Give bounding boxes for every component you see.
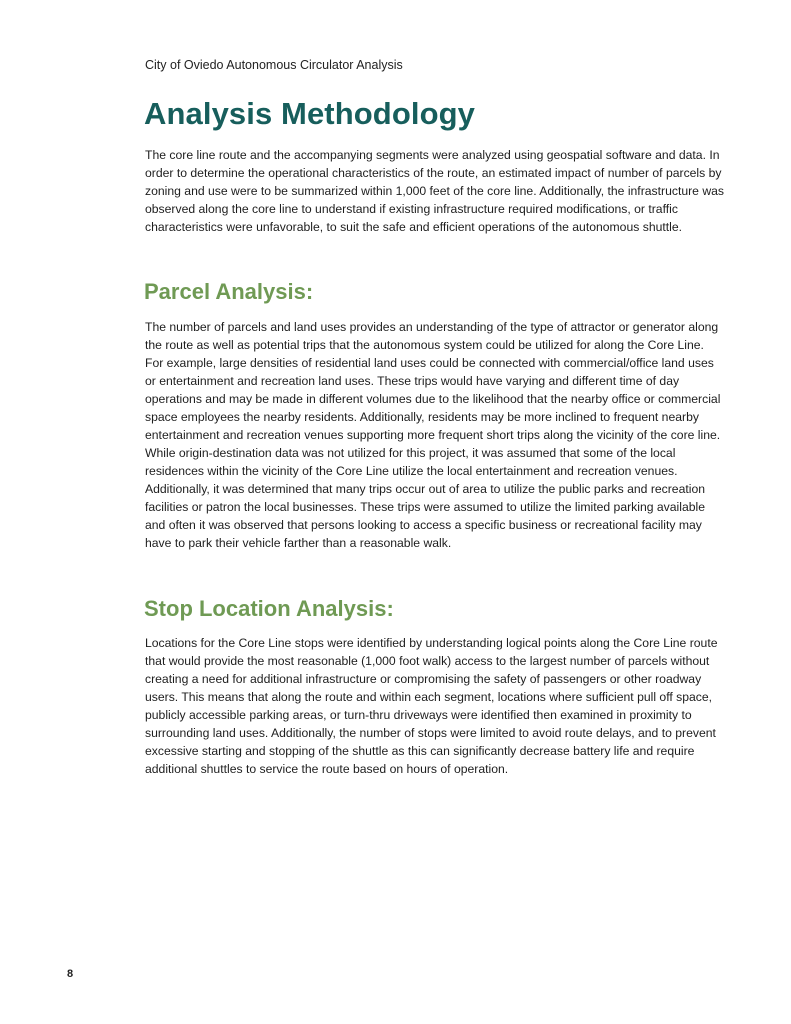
intro-paragraph: The core line route and the accompanying segments were analyzed using geospatial software and data. In order to determine the operational characteristics of the route, an estimated impact of number of parcels by zoning and use were to be summarized within 1,000 feet of the core line. Additionally, the infrastructure was observed along the core line to understand if existing infrastructure required modifications, or traffic characteristics were unfavorable, to suit the safe and efficient operations of the autonomous shuttle. <box>145 148 724 234</box>
parcel-analysis-paragraph: The number of parcels and land uses provides an understanding of the type of attractor or generator along the route as well as potential trips that the autonomous system could be utilized for along the Core Line. For example, large densities of residential land uses could be connected with commercial/office land uses or entertainment and recreation land uses. These trips would have varying and different time of day operations and may be made in different volumes due to the likelihood that the nearby office or commercial space employees the nearby residents. Additionally, residents may be more inclined to frequent nearby entertainment and recreation venues supporting more frequent short trips along the vicinity of the core line. While origin-destination data was not utilized for this project, it was assumed that some of the local residences within the vicinity of the Core Line utilize the local entertainment and recreation venues. Additionally, it was determined that many trips occur out of area to utilize the public parks and recreation facilities or patron the local businesses. These trips were assumed to utilize the limited parking available and often it was observed that persons looking to access a specific business or recreational facility may have to park their vehicle farther than a reasonable walk. <box>145 320 721 550</box>
running-header: City of Oviedo Autonomous Circulator Analysis <box>145 58 403 72</box>
stop-location-analysis-paragraph: Locations for the Core Line stops were identified by understanding logical points along the Core Line route that would provide the most reasonable (1,000 foot walk) access to the largest number of parcels without creating a need for additional infrastructure or compromising the safety of passengers or other roadway users. This means that along the route and within each segment, locations where sufficient pull off space, publicly accessible parking areas, or turn-thru driveways were identified then examined in proximity to surrounding land uses. Additionally, the number of stops were limited to avoid route delays, and to prevent excessive starting and stopping of the shuttle as this can significantly decrease battery life and require additional shuttles to service the route based on hours of operation. <box>145 636 718 776</box>
page-title: Analysis Methodology <box>144 96 475 131</box>
section-heading-stop-location-analysis: Stop Location Analysis: <box>144 596 394 621</box>
section-heading-parcel-analysis: Parcel Analysis: <box>144 279 314 304</box>
page-number: 8 <box>67 968 74 980</box>
